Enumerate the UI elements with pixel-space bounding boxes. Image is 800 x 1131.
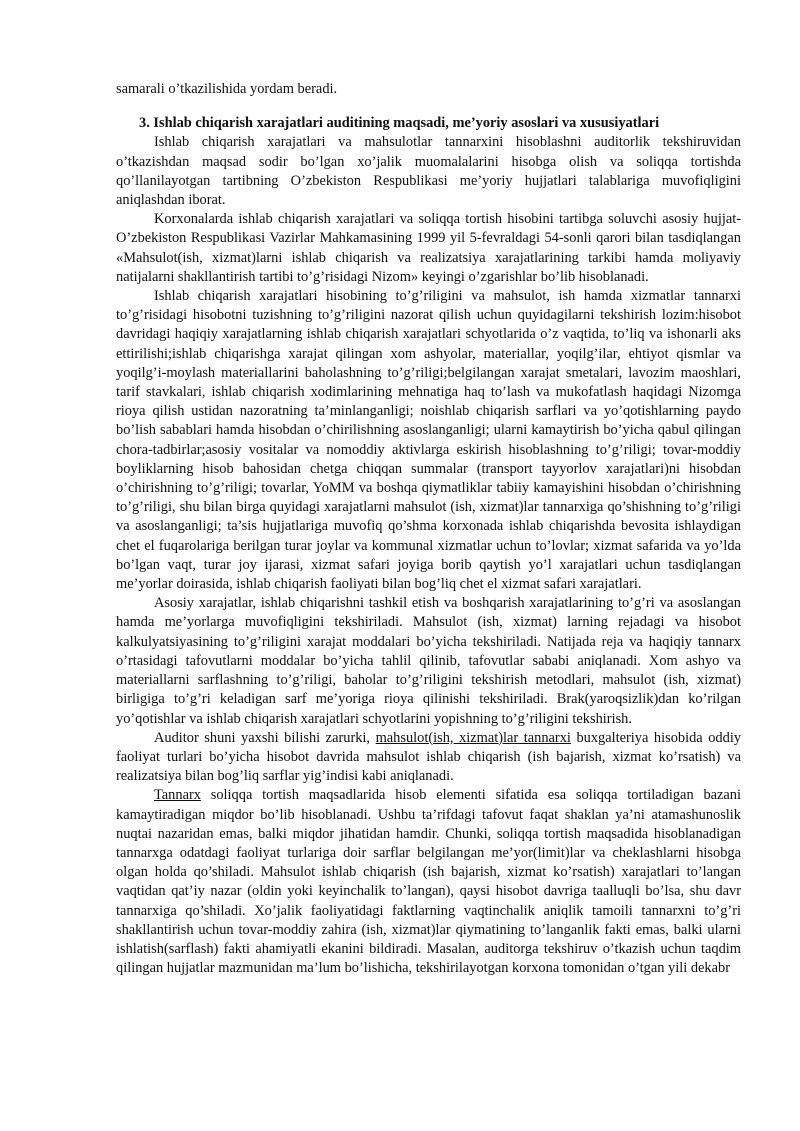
paragraph-tannarx <box>116 786 741 978</box>
tannarx-term-link[interactable]: Tannarx <box>154 787 201 804</box>
cost-term-link[interactable]: mahsulot(ish, xizmat)lar tannarxi <box>375 729 571 746</box>
continuation-text: samarali o’tkazilishida yordam beradi. <box>116 81 338 97</box>
section-heading: 3. Ishlab chiqarish xarajatlari auditining maqsadi, me’yoriy asoslari va xususiyatlari <box>139 115 660 132</box>
paragraph-regulation: Korxonalarda ishlab chiqarish xarajatlari va soliqqa tortish hisobini tartibga soluvchi asosiy hujjat-O’zbekiston Respublikasi Vazirlar Mahkamasining 1999 yil 5-fevraldagi 54-sonli qarori bilan tasdiqlangan «Mahsulot(ish, xizmat)larni ishlab chiqarish va realizatsiya xarajatlarining tarkibi hamda moliyaviy natijalarni shakllantirish tartibi to’g’risidagi Nizom» keyingi o’zgarishlar bo’lib hisoblanadi. <box>116 211 741 285</box>
auditor-note-text-end: buxgalteriya hisobida oddiy faoliyat turlari bo’yicha hisobot davrida mahsulot ishlab chiqarish (ish bajarish, xizmat ko’rsatish) va realizatsiya bilan bog’liq sarflar yig’indisi kabi aniqlanadi. <box>116 729 742 785</box>
document-body <box>116 80 741 978</box>
tannarx-text: soliqqa tortish maqsadlarida hisob elementi sifatida esa soliqqa tortiladigan bazani kamaytiradigan miqdor bo’lib hisoblanadi. Ushbu ta’rifdagi tafovut faqat shaklan ya’ni atamashunoslik nuqtai nazaridan emas, balki miqdor jihatidan hamdir. Chunki, soliqqa tortish maqsadida hisoblanadigan tannarxga odatdagi faoliyat turlariga doir sarflar belgilangan me’yor(limit)lar va cheklashlarni hisobga olgan holda qo’shiladi. Mahsulot ishlab chiqarish (ish bajarish, xizmat ko’rsatish) xarajatlari to’langan vaqtidan qat’iy nazar (oldin yoki keyinchalik to’langan), qaysi hisobot davriga taalluqli bo’lsa, shu davr tannarxiga qo’shiladi. Xo’jalik faoliyatidagi faktlarning vaqtinchalik aniqlik tamoili tannarxni to’g’ri shakllantirish uchun tovar-moddiy zahira (ish, xizmat)lar qiymatining to’langanlik fakti emas, balki ularni ishlatish(sarflash) fakti ahamiyatli ekanini bildiradi. Masalan, auditorga tekshiruv o’tkazish uchun taqdim qilingan hujjatlar mazmunidan ma’lum bo’lishicha, tekshirilayotgan korxona tomonidan o’tgan yili dekabr <box>116 787 741 977</box>
paragraph-main-costs: Asosiy xarajatlar, ishlab chiqarishni tashkil etish va boshqarish xarajatlarining to’g’ri va asoslangan hamda me’yorlarga muvofiqligini tekshiriladi. Mahsulot (ish, xizmat) larning rejadagi va hisobot kalkulyatsiyasining to’g’riligini xarajat moddalari bo’yicha tekshiriladi. Natijada reja va haqiqiy tannarx o’rtasidagi tafovutlarni moddalar bo’yicha tahlil qilinib, tafovutlar sababi aniqlanadi. Xom ashyo va materiallarni sarflashning to’g’riligi, baholar to’g’riligini tekshirish metodlari, mahsulot (ish, xizmat) birligiga to’g’ri keladigan sarf me’yoriga rioya qilinishi tekshiriladi. Brak(yaroqsizlik)dan ko’rilgan yo’qotishlar va ishlab chiqarish xarajatlari schyotlarini yopishning to’g’riligini tekshirish. <box>116 595 741 727</box>
paragraph-purpose: Ishlab chiqarish xarajatlari va mahsulotlar tannarxini hisoblashni auditorlik tekshiruvidan o’tkazishdan maqsad sodir bo’lgan xo’jalik muomalalarini hisobga olish va soliqqa tortishda qo’llanilayotgan tartibning O’zbekiston Respublikasi me’yoriy hujjatlari talablariga muvofiqligini aniqlashdan iborat. <box>116 134 741 209</box>
auditor-note-text-start: Auditor shuni yaxshi bilishi zarurki, <box>154 729 376 746</box>
paragraph-auditor-note <box>116 729 741 787</box>
paragraph-checklist: Ishlab chiqarish xarajatlari hisobining to’g’riligini va mahsulot, ish hamda xizmatlar tannarxi to’g’risidagi hisobotni tuzishning to’g’riligini nazorat qilish uchun quyidagilarni tekshirish lozim:hisobot davridagi haqiqiy xarajatlarning ishlab chiqarish xarajatlari schyotlarida o’z vaqtida, to’liq va ishonarli aks ettirilishi;ishlab chiqarishga xarajat qilingan xom ashyolar, materiallar, yoqilg’ilar, ehtiyot qismlar va yoqilg’i-moylash materiallarini baholashning to’g’riligi;belgilangan xarajat smetalari, lavozim maoshlari, tarif stavkalari, ishlab chiqarish xodimlarining mehnatiga haq to’lash va mukofatlash haqidagi Nizomga rioya qilish ustidan nazoratning ta’minlanganligi; noishlab chiqarish sarflari va yo’qotishlarning paydo bo’lish sabablari hamda hisobdan o’chirilishning asoslanganligi; ularni kamaytirish bo’yicha qabul qilingan chora-tadbirlar;asosiy vositalar va nomoddiy aktivlarga eskirish hisoblashning to’g’riligi; tovar-moddiy boyliklarning hisob bahosidan chetga chiqqan summalar (transport tayyorlov xarajatlari)ni hisobdan o’chirishning to’g’riligi; tovarlar, YoMM va boshqa qiymatliklar tabiiy kamayishini hisobdan o’chirishning to’g’riligi, shu bilan birga quyidagi xarajatlarni mahsulot (ish, xizmat)lar tannarxiga qo’shishning to’g’riligi va asoslanganligi; ta’sis hujjatlariga muvofiq qo’shma korxonada ishlab chiqarishda bevosita ishlaydigan chet el fuqarolariga berilgan turar joylar va kommunal xizmatlar uchun to’lovlar; xizmat safarida va yo’lda bo’lgan vaqt, turar joy ijarasi, xizmat safari joyiga borib qaytish yo’l xarajatlari uchun tasdiqlangan me’yorlar doirasida, ishlab chiqarish faoliyati bilan bog’liq chet el xizmat safari xarajatlari. <box>116 288 741 593</box>
